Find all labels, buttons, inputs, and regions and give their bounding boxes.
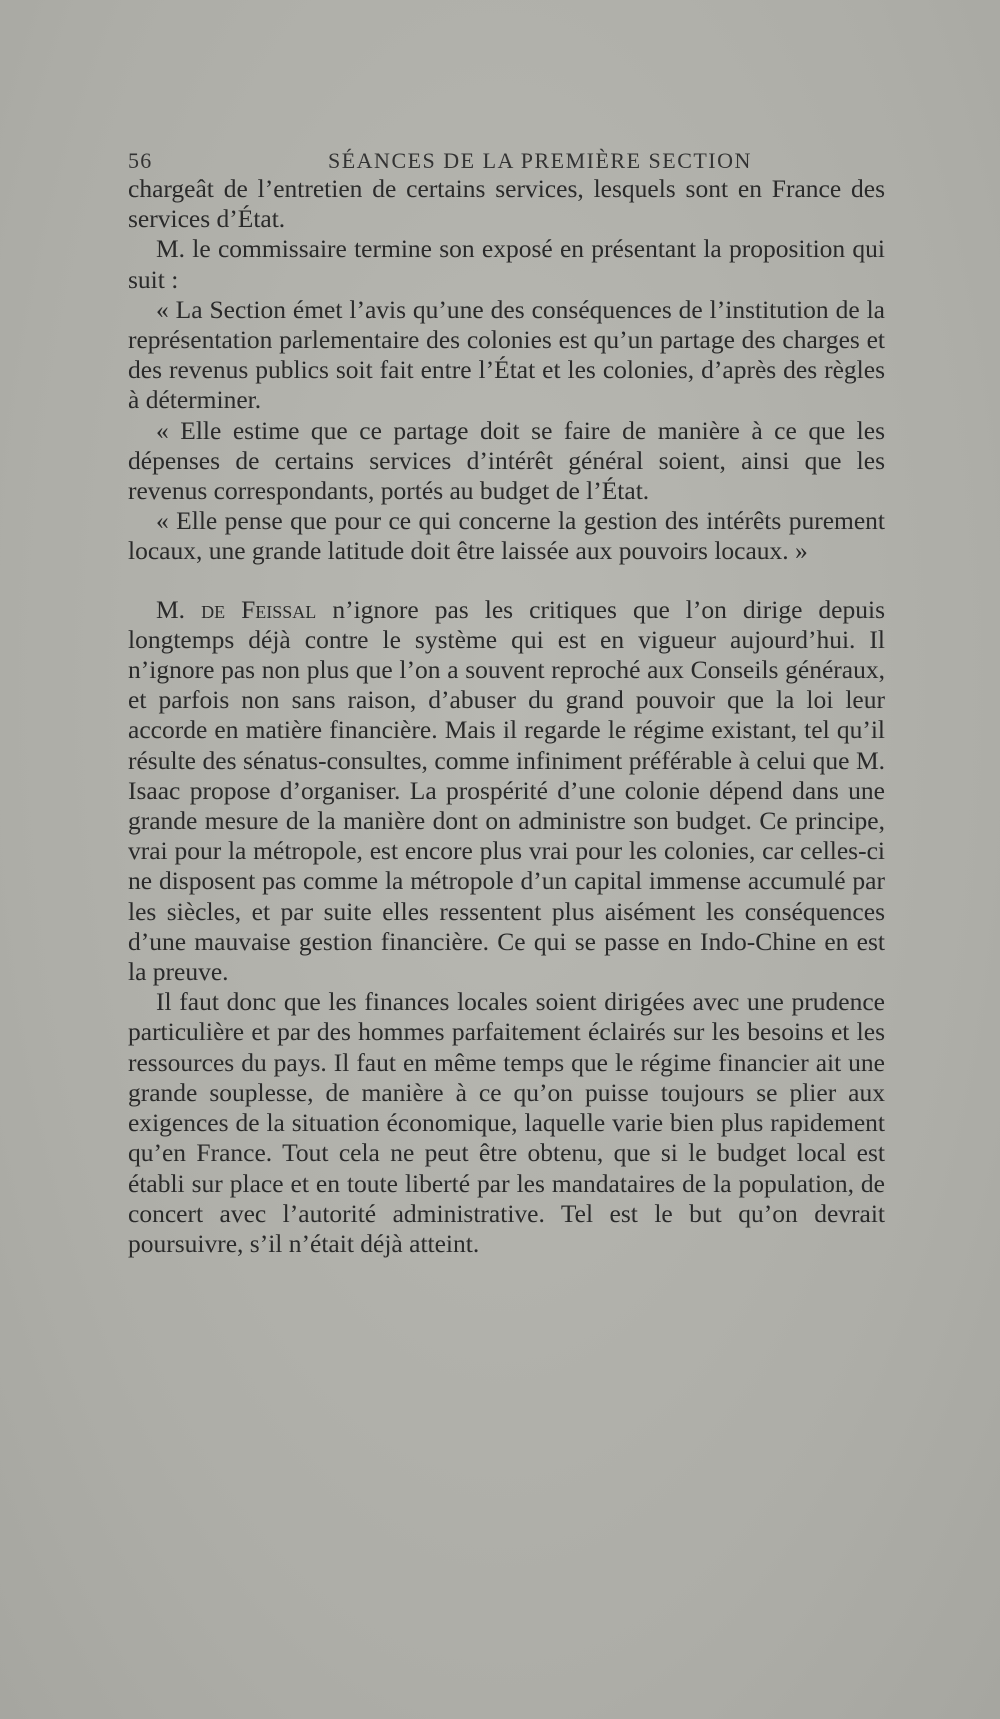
paragraph-continuation: chargeât de l’entretien de certains services, lesquels sont en France des services d’État. <box>128 174 885 234</box>
running-head <box>128 140 885 174</box>
paragraph-feissal-text: n’ignore pas les critiques que l’on dirige depuis longtemps déjà contre le système qui est en vigueur aujourd’hui. Il n’ignore pas non plus que l’on a souvent reproché aux Conseils généraux, et parfois non sans raison, d’abuser du grand pouvoir que la loi leur accorde en matière financière. Mais il regarde le régime existant, tel qu’il résulte des sénatus-consultes, comme infiniment préférable à celui que M. Isaac propose d’organiser. La prospérité d’une colonie dépend dans une grande mesure de la manière dont on administre son budget. Ce principe, vrai pour la métropole, est encore plus vrai pour les colonies, car celles-ci ne disposent pas comme la métropole d’un capital immense accumulé par les siècles, et par suite elles ressentent plus aisément les conséquences d’une mauvaise gestion financière. Ce qui se passe en Indo-Chine en est la preuve. <box>128 594 885 987</box>
section-title: SÉANCES DE LA PREMIÈRE SECTION <box>328 148 752 173</box>
book-page <box>128 140 885 1259</box>
body-text <box>128 174 885 1259</box>
paragraph-quote-3: « Elle pense que pour ce qui concerne la gestion des intérêts purement locaux, une grande latitude doit être laissée aux pouvoirs locaux. » <box>128 506 885 566</box>
paragraph-commissioner: M. le commissaire termine son exposé en présentant la proposition qui suit : <box>128 234 885 294</box>
paragraph-feissal <box>128 595 885 988</box>
paragraph-finances: Il faut donc que les finances locales soient dirigées avec une prudence particulière et par des hommes parfaitement éclairés sur les besoins et les ressources du pays. Il faut en même temps que le régime financier ait une grande souplesse, de manière à ce qu’on puisse toujours se plier aux exigences de la situation économique, laquelle varie bien plus rapidement qu’en France. Tout cela ne peut être obtenu, que si le budget local est établi sur place et en toute liberté par les mandataires de la population, de concert avec l’autorité administrative. Tel est le but qu’on devrait poursuivre, s’il n’était déjà atteint. <box>128 987 885 1258</box>
paragraph-quote-2: « Elle estime que ce partage doit se faire de manière à ce que les dépenses de certains services d’intérêt général soient, ainsi que les revenus correspondants, portés au budget de l’État. <box>128 415 885 506</box>
page-number: 56 <box>128 148 153 173</box>
speaker-name: M. de Feissal <box>156 594 317 624</box>
paragraph-quote-1: « La Section émet l’avis qu’une des conséquences de l’institution de la représentation parlementaire des colonies est qu’un partage des charges et des revenus publics soit fait entre l’État et les colonies, d’après des règles à déterminer. <box>128 294 885 415</box>
